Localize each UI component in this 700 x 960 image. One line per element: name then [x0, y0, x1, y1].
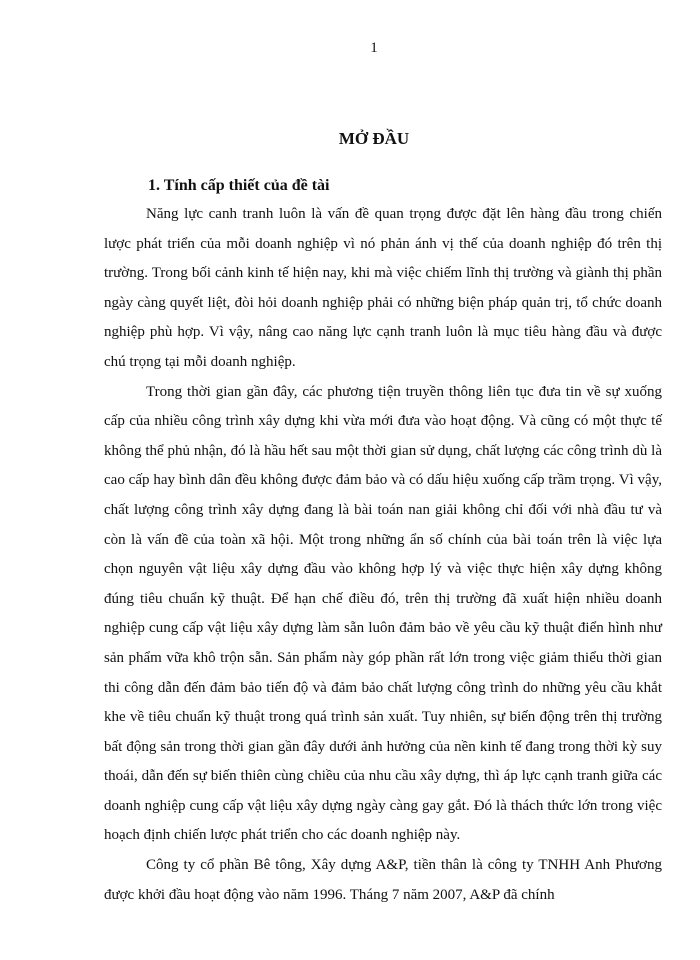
section-heading: 1. Tính cấp thiết của đề tài [148, 177, 330, 194]
paragraph-3: Công ty cổ phần Bê tông, Xây dựng A&P, tiền thân là công ty TNHH Anh Phương được khởi đầu hoạt động vào năm 1996. Tháng 7 năm 2007, A&P đã chính [104, 857, 662, 903]
paragraph-2: Trong thời gian gần đây, các phương tiện truyền thông liên tục đưa tin về sự xuống cấp của nhiều công trình xây dựng khi vừa mới đưa vào hoạt động. Và cũng có một thực tế không thể phủ nhận, đó là hầu hết sau một thời gian sử dụng, chất lượng các công trình dù là cao cấp hay bình dân đều không được đảm bảo và có dấu hiệu xuống cấp trầm trọng. Vì vậy, chất lượng công trình xây dựng đang là bài toán nan giải không chỉ đối với nhà đầu tư và còn là vấn đề của toàn xã hội. Một trong những ẩn số chính của bài toán trên là việc lựa chọn nguyên vật liệu xây dựng đầu vào không hợp lý và việc thực hiện xây dựng không đúng tiêu chuẩn kỹ thuật. Để hạn chế điều đó, trên thị trường đã xuất hiện nhiều doanh nghiệp cung cấp vật liệu xây dựng làm sẵn luôn đảm bảo về yêu cầu kỹ thuật điển hình như sản phẩm vữa khô trộn sẵn. Sản phẩm này góp phần rất lớn trong việc giảm thiểu thời gian thi công dẫn đến đảm bảo tiến độ và đảm bảo chất lượng công trình do những yêu cầu khắt khe về tiêu chuẩn kỹ thuật trong quá trình sản xuất. Tuy nhiên, sự biến động trên thị trường bất động sản trong thời gian gần đây dưới ảnh hưởng của nền kinh tế đang trong thời kỳ suy thoái, dẫn đến sự biến thiên cùng chiều của nhu cầu xây dựng, thì áp lực cạnh tranh giữa các doanh nghiệp cung cấp vật liệu xây dựng ngày càng gay gắt. Đó là thách thức lớn trong việc hoạch định chiến lược phát triển cho các doanh nghiệp này. [104, 383, 662, 844]
document-title: MỞ ĐẦU [338, 129, 410, 148]
paragraph-1: Năng lực canh tranh luôn là vấn đề quan trọng được đặt lên hàng đầu trong chiến lược phát triển của mỗi doanh nghiệp vì nó phản ánh vị thế của doanh nghiệp đó trên thị trường. Trong bối cảnh kinh tế hiện nay, khi mà việc chiếm lĩnh thị trường và giành thị phần ngày càng quyết liệt, đòi hỏi doanh nghiệp phải có những biện pháp quản trị, tổ chức doanh nghiệp phù hợp. Vì vậy, nâng cao năng lực cạnh tranh luôn là mục tiêu hàng đầu và được chú trọng tại mỗi doanh nghiệp. [104, 206, 662, 370]
body-text [104, 200, 662, 910]
page-number: 1 [370, 40, 378, 56]
